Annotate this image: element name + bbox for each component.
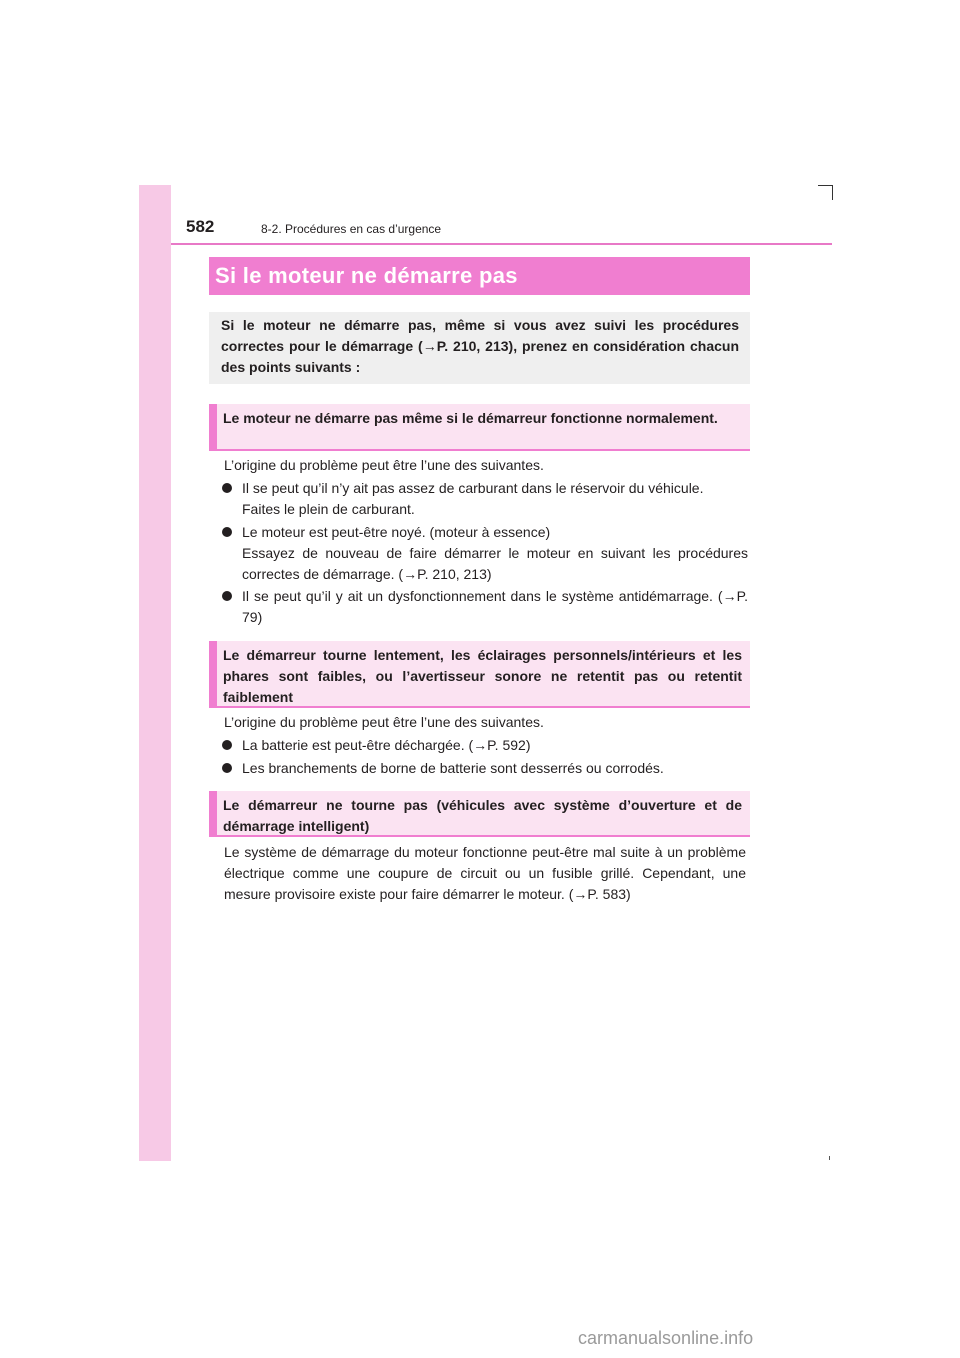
section-body: Le système de démarrage du moteur fonctionne peut-être mal suite à un problème électrique comme une coupure de circuit ou un fusible grillé. Cependant, une mesure provisoire existe pour faire démarrer le moteur. (→P. 583) [224, 844, 746, 902]
page-title-bar [209, 257, 750, 295]
bullet-subtext: Essayez de nouveau de faire démarrer le moteur en suivant les procédures correctes de démarrage. (→P. 210, 213) [242, 544, 748, 582]
section-label: 8-2. Procédures en cas d’urgence [261, 222, 442, 236]
list-item [222, 735, 748, 756]
page-number: 582 [186, 217, 215, 236]
section-heading: Le démarreur tourne lentement, les éclairages personnels/intérieurs et les phares sont faibles, ou l’avertisseur sonore ne retentit pas ou retentit faiblement [209, 641, 750, 708]
header-rule [171, 243, 832, 245]
bullet-text: Le moteur est peut-être noyé. (moteur à essence) [242, 523, 551, 540]
bullet-subtext: Faites le plein de carburant. [242, 501, 415, 517]
bullet-text: Les branchements de borne de batterie sont desserrés ou corrodés. [242, 759, 664, 776]
bullet-list [222, 478, 748, 630]
section-heading: Le démarreur ne tourne pas (véhicules avec système d’ouverture et de démarrage intelligent) [209, 791, 750, 837]
crop-mark-bottom [829, 1156, 830, 1160]
section-lead: L’origine du problème peut être l’une des suivantes. [224, 457, 544, 473]
bullet-icon [222, 735, 242, 756]
list-item [222, 758, 748, 779]
bullet-text: Il se peut qu’il n’y ait pas assez de carburant dans le réservoir du véhicule. [242, 480, 704, 496]
list-item [222, 478, 748, 520]
bullet-text: Il se peut qu’il y ait un dysfonctionnement dans le système antidémarrage. (→P. 79) [242, 588, 748, 625]
bullet-icon [222, 478, 242, 520]
page-title: Si le moteur ne démarre pas [215, 263, 518, 288]
bullet-text: La batterie est peut-être déchargée. (→P. 592) [242, 737, 531, 753]
section-lead: L’origine du problème peut être l’une des suivantes. [224, 714, 544, 730]
bullet-icon [222, 758, 242, 779]
crop-mark [818, 185, 833, 200]
bullet-list [222, 735, 748, 780]
list-item [222, 586, 748, 628]
watermark: carmanualsonline.info [578, 1328, 754, 1348]
chapter-side-tab [139, 185, 171, 1161]
bullet-icon [222, 522, 242, 585]
bullet-icon [222, 586, 242, 628]
list-item [222, 522, 748, 585]
intro-box: Si le moteur ne démarre pas, même si vous avez suivi les procédures correctes pour le démarrage (→P. 210, 213), prenez en considération chacun des points suivants : [209, 312, 750, 384]
section-heading: Le moteur ne démarre pas même si le démarreur fonctionne normalement. [209, 404, 750, 451]
